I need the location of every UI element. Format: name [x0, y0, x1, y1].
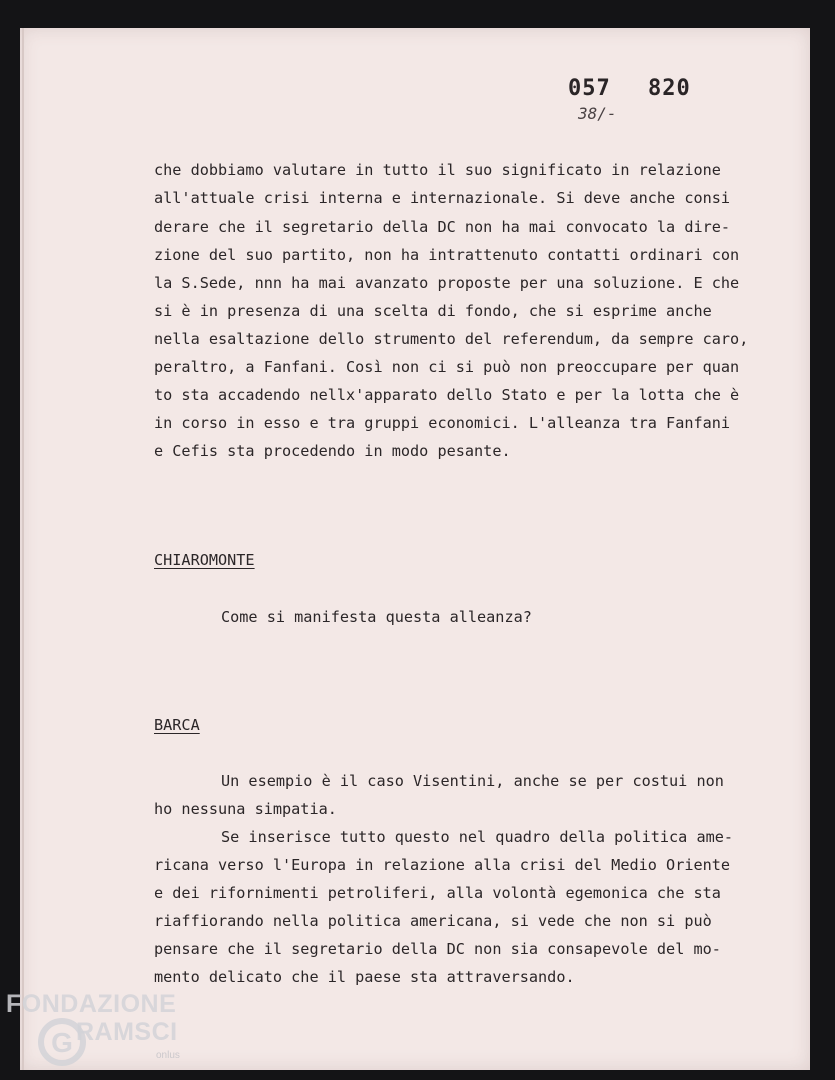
text-line: pensare che il segretario della DC non sia consapevole del mo-: [154, 940, 721, 958]
text-line: Un esempio è il caso Visentini, anche se per costui non: [221, 772, 724, 790]
text-line: la S.Sede, nnn ha mai avanzato proposte per una soluzione. E che: [154, 274, 740, 292]
text-line: che dobbiamo valutare in tutto il suo significato in relazione: [154, 161, 721, 179]
text-line: peraltro, a Fanfani. Così non ci si può non preoccupare per quan: [154, 358, 740, 376]
fondazione-gramsci-watermark: [6, 990, 216, 1070]
archive-number-part-a: 057: [568, 76, 611, 101]
archive-stamp-number: [568, 76, 691, 101]
svg-text:G: G: [51, 1027, 73, 1058]
text-line: e Cefis sta procedendo in modo pesante.: [154, 442, 511, 460]
page-edge: [22, 28, 24, 1070]
text-line: ricana verso l'Europa in relazione alla crisi del Medio Oriente: [154, 856, 731, 874]
question-line: Come si manifesta questa alleanza?: [221, 608, 532, 626]
speaker-name-chiaromonte: CHIAROMONTE: [154, 551, 255, 569]
text-line: in corso in esso e tra gruppi economici. L'alleanza tra Fanfani: [154, 414, 731, 432]
text-line: riaffiorando nella politica americana, si vede che non si può: [154, 912, 712, 930]
page-reference: 38/-: [578, 104, 617, 123]
text-line: to sta accadendo nellx'apparato dello Stato e per la lotta che è: [154, 386, 740, 404]
text-line: e dei rifornimenti petroliferi, alla volontà egemonica che sta: [154, 884, 721, 902]
watermark-line2: RAMSCI: [76, 1018, 178, 1046]
text-line: si è in presenza di una scelta di fondo, che si esprime anche: [154, 302, 712, 320]
text-line: ho nessuna simpatia.: [154, 800, 337, 818]
speaker-name-barca: BARCA: [154, 716, 200, 734]
text-line: all'attuale crisi interna e internazionale. Si deve anche consi: [154, 189, 731, 207]
watermark-onlus: onlus: [156, 1050, 180, 1061]
text-line: Se inserisce tutto questo nel quadro della politica ame-: [221, 828, 734, 846]
text-line: mento delicato che il paese sta attraversando.: [154, 968, 575, 986]
text-line: nella esaltazione dello strumento del referendum, da sempre caro,: [154, 330, 749, 348]
text-line: zione del suo partito, non ha intrattenuto contatti ordinari con: [154, 246, 740, 264]
watermark-line1: FONDAZIONE: [6, 990, 177, 1018]
text-line: derare che il segretario della DC non ha mai convocato la dire-: [154, 218, 731, 236]
archive-number-part-b: 820: [648, 76, 691, 101]
